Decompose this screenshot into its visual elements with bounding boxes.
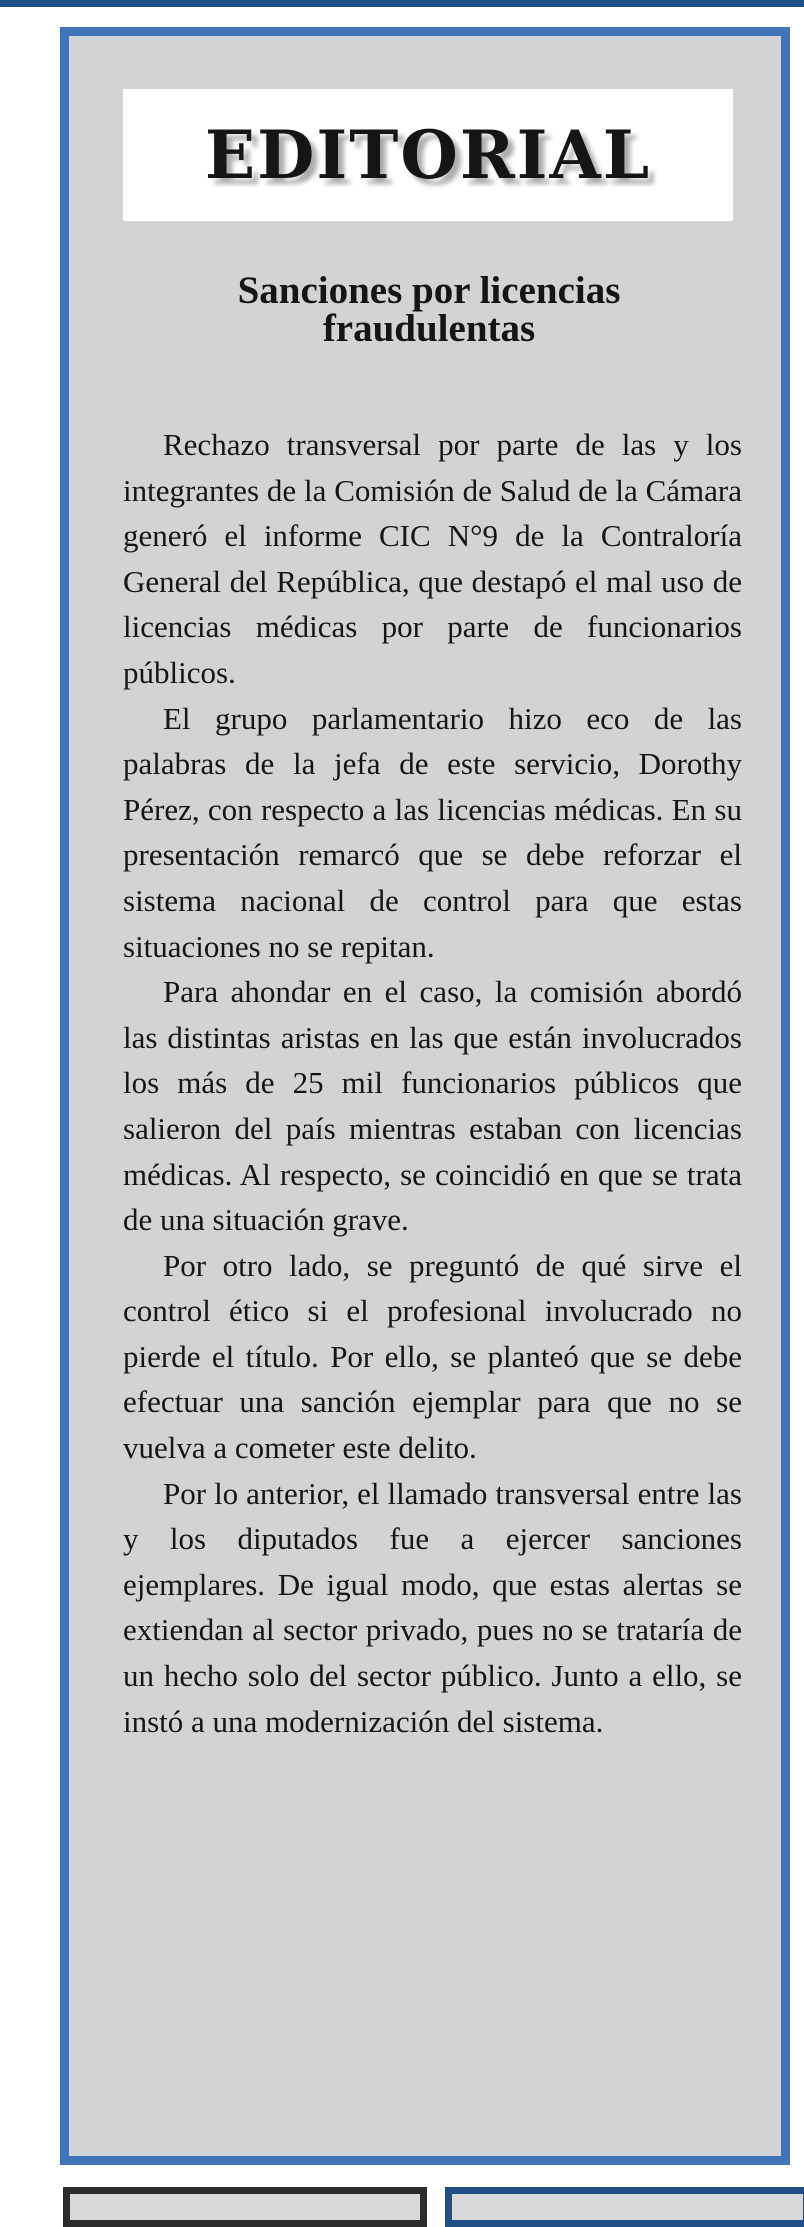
- article-body: [123, 422, 742, 1744]
- paragraph-1: Rechazo transversal por parte de las y los integrantes de la Comisión de Salud de la Cámara generó el informe CIC N°9 de la Contraloría General del República, que destapó el mal uso de licencias médicas por parte de funcionarios públicos.: [123, 427, 742, 690]
- next-box-left: [63, 2187, 427, 2227]
- paragraph-4: Por otro lado, se preguntó de qué sirve el control ético si el profesional involucrado no pierde el título. Por ello, se planteó que se debe efectuar una sanción ejemplar para que no se vuelva a cometer este delito.: [123, 1247, 742, 1466]
- editorial-box: [60, 27, 790, 2165]
- next-box-right: [445, 2187, 804, 2227]
- headline-line-1: Sanciones por licencias: [237, 269, 621, 312]
- article-headline: [109, 269, 749, 350]
- section-title: EDITORIAL: [204, 116, 652, 194]
- paragraph-3: Para ahondar en el caso, la comisión abordó las distintas aristas en las que están involucrados los más de 25 mil funcionarios públicos que salieron del país mientras estaban con licencias médicas. Al respecto, se coincidió en que se trata de una situación grave.: [123, 974, 742, 1238]
- headline-line-2: fraudulentas: [322, 307, 536, 350]
- editorial-banner: [123, 89, 733, 221]
- top-rule: [0, 0, 804, 7]
- paragraph-5: Por lo anterior, el llamado transversal entre las y los diputados fue a ejercer sanciones ejemplares. De igual modo, que estas alertas se extiendan al sector privado, pues no se trataría de un hecho solo del sector público. Junto a ello, se instó a una modernización del sistema.: [123, 1475, 742, 1739]
- paragraph-2: El grupo parlamentario hizo eco de las palabras de la jefa de este servicio, Dorothy Pérez, con respecto a las licencias médicas. En su presentación remarcó que se debe reforzar el sistema nacional de control para que estas situaciones no se repitan.: [123, 700, 742, 964]
